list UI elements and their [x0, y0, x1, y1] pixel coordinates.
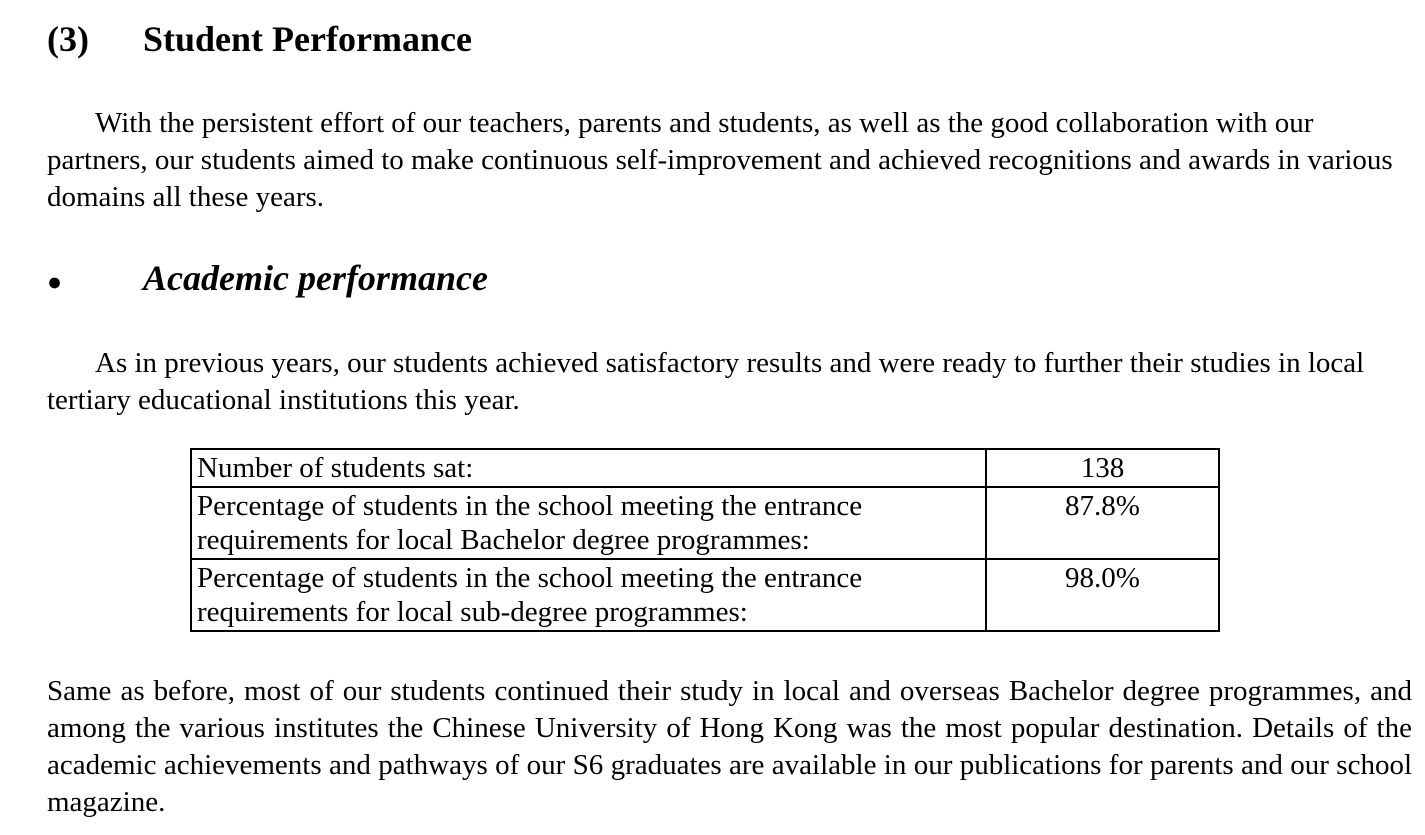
table-cell-value: 87.8% [986, 487, 1219, 559]
table-row [191, 449, 1219, 487]
exam-results-table [190, 448, 1220, 632]
table-cell-value: 98.0% [986, 559, 1219, 631]
academic-results-paragraph: As in previous years, our students achieved satisfactory results and were ready to further their studies in local tertiary educational institutions this year. [47, 347, 1365, 416]
bullet-icon: ● [47, 269, 63, 296]
intro-paragraph: With the persistent effort of our teachers, parents and students, as well as the good collaboration with our partners, our students aimed to make continuous self-improvement and achieved recognitions and awards in various domains all these years. [47, 107, 1393, 213]
table-cell-label: Percentage of students in the school meeting the entrance requirements for local sub-degree programmes: [191, 559, 986, 631]
table-cell-label: Number of students sat: [191, 449, 986, 487]
closing-paragraph: Same as before, most of our students continued their study in local and overseas Bachelor degree programmes, and among the various institutes the Chinese University of Hong Kong was the most popular destination. Details of the academic achievements and pathways of our S6 graduates are available in our publications for parents and our school magazine. [47, 675, 1412, 818]
section-heading-number: (3) [47, 19, 89, 59]
table-row [191, 559, 1219, 631]
table-cell-value: 138 [986, 449, 1219, 487]
table-row [191, 487, 1219, 559]
academic-performance-title: Academic performance [143, 258, 488, 298]
academic-performance-subheading [47, 258, 1412, 303]
section-heading [47, 20, 1412, 58]
section-heading-title: Student Performance [143, 19, 472, 59]
table-cell-label: Percentage of students in the school meeting the entrance requirements for local Bachelor degree programmes: [191, 487, 986, 559]
